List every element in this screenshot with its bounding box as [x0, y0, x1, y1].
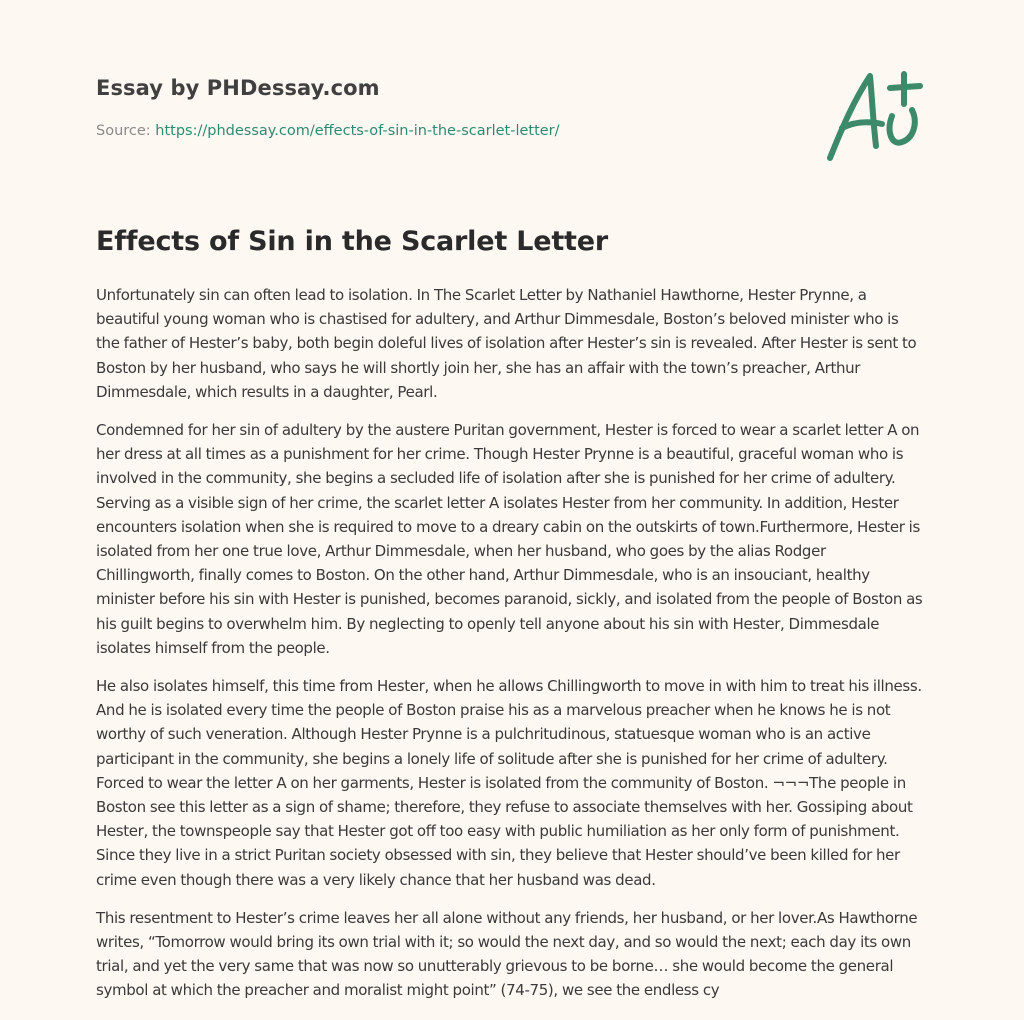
page-header: [96, 76, 936, 139]
essay-article: [96, 226, 926, 1017]
essay-paragraph: Condemned for her sin of adultery by the austere Puritan government, Hester is forced to wear a scarlet letter A on her dress at all times as a punishment for her crime. Though Hester Prynne is a beautiful, graceful woman who is involved in the community, she begins a secluded life of isolation after she is punished for her crime of adultery. Serving as a visible sign of her crime, the scarlet letter A isolates Hester from her community. In addition, Hester encounters isolation when she is required to move to a dreary cabin on the outskirts of town.Furthermore, Hester is isolated from her one true love, Arthur Dimmesdale, when her husband, who goes by the alias Rodger Chillingworth, finally comes to Boston. On the other hand, Arthur Dimmesdale, who is an insouciant, healthy minister before his sin with Hester is punished, becomes paranoid, sickly, and isolated from the people of Boston as his guilt begins to overwhelm him. By neglecting to openly tell anyone about his sin with Hester, Dimmesdale isolates himself from the people.: [96, 421, 923, 657]
essay-title: Effects of Sin in the Scarlet Letter: [96, 226, 608, 257]
source-line: [96, 123, 936, 139]
site-title: Essay by PHDessay.com: [96, 76, 380, 100]
essay-paragraph: This resentment to Hester’s crime leaves her all alone without any friends, her husband, or her lover.As Hawthorne writes, “Tomorrow would bring its own trial with it; so would the next day, and so would the next; each day its own trial, and yet the very same that was now so unutterably grievous to be borne… she would become the general symbol at which the preacher and moralist might point” (74-75), we see the endless cy: [96, 908, 918, 1000]
a-plus-grade-icon: [820, 66, 932, 166]
essay-paragraph: Unfortunately sin can often lead to isolation. In The Scarlet Letter by Nathaniel Hawthorne, Hester Prynne, a beautiful young woman who is chastised for adultery, and Arthur Dimmesdale, Boston’s beloved minister who is the father of Hester’s baby, both begin doleful lives of isolation after Hester’s sin is revealed. After Hester is sent to Boston by her husband, who says he will shortly join her, she has an affair with the town’s preacher, Arthur Dimmesdale, which results in a daughter, Pearl.: [96, 286, 917, 401]
essay-paragraph: He also isolates himself, this time from Hester, when he allows Chillingworth to move in with him to treat his illness. And he is isolated every time the people of Boston praise his as a marvelous preacher when he knows he is not worthy of such veneration. Although Hester Prynne is a pulchritudinous, statuesque woman who is an active participant in the community, she begins a lonely life of solitude after she is punished for her crime of adultery. Forced to wear the letter A on her garments, Hester is isolated from the community of Boston. ¬¬¬The people in Boston see this letter as a sign of shame; therefore, they refuse to associate themselves with her. Gossiping about Hester, the townspeople say that Hester got off too easy with public humiliation as her only form of punishment. Since they live in a strict Puritan society obsessed with sin, they believe that Hester should’ve been killed for her crime even though there was a very likely chance that her husband was dead.: [96, 677, 922, 889]
source-label: Source:: [96, 123, 156, 139]
source-link[interactable]: https://phdessay.com/effects-of-sin-in-the-scarlet-letter/: [155, 123, 560, 139]
